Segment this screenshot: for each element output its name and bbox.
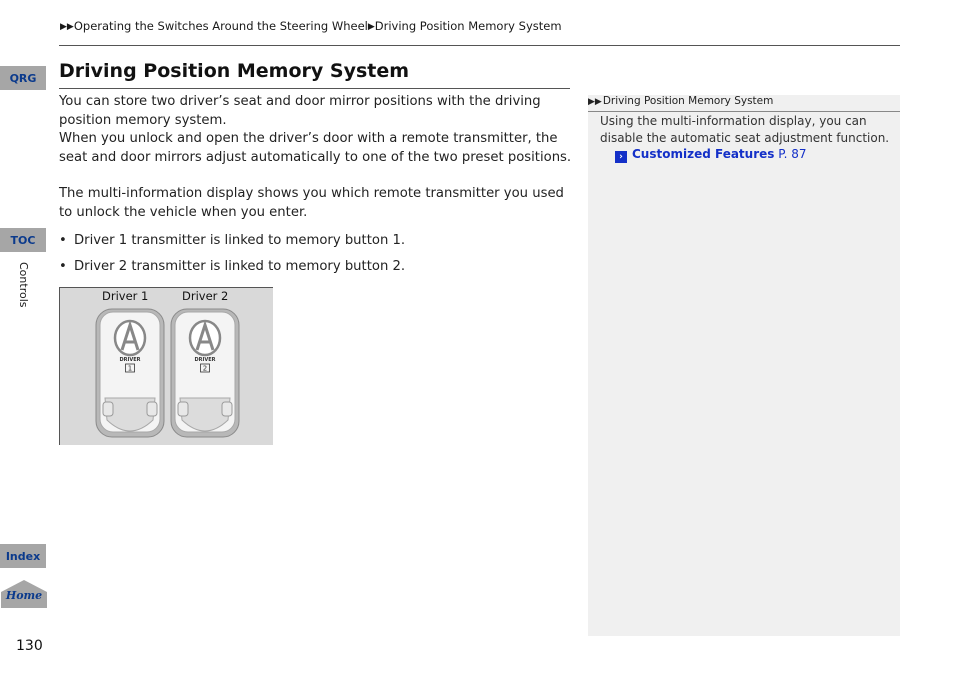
qrg-label: QRG [9, 71, 37, 85]
toc-button[interactable] [0, 228, 46, 252]
breadcrumb-item-switches[interactable]: Operating the Switches Around the Steering Wheel [73, 19, 368, 33]
intro-paragraph [59, 93, 574, 167]
index-button[interactable] [0, 544, 46, 568]
bullet-icon: • [59, 259, 67, 274]
note-marker-icon: ▶▶ [588, 97, 602, 107]
link-page[interactable]: P. 87 [778, 147, 807, 161]
home-button[interactable] [0, 579, 48, 609]
note-text: Using the multi-information display, you can disable the automatic seat adjustment function. [600, 114, 890, 145]
fob-number: 2 [202, 364, 208, 373]
transmitter-figure [59, 287, 273, 445]
qrg-button[interactable] [0, 66, 46, 90]
remote-transmitter-2 [170, 308, 240, 441]
customized-features-link[interactable] [615, 147, 807, 163]
page-number: 130 [16, 638, 43, 654]
arrow-icon: ▶ [367, 22, 375, 32]
fob-driver-text: DRIVER [194, 357, 216, 363]
list-item [59, 259, 405, 274]
double-arrow-icon: ▶▶ [60, 22, 74, 32]
list-item-text: Driver 2 transmitter is linked to memory button 2. [74, 259, 406, 274]
section-tab-label: Controls [17, 262, 30, 308]
figure-label-driver-2: Driver 2 [182, 289, 229, 303]
figure-label-driver-1: Driver 1 [102, 289, 149, 303]
toc-label: TOC [10, 233, 36, 247]
title-divider [59, 88, 570, 89]
intro-line-1: You can store two driver’s seat and door mirror positions with the driving position memory system. [59, 94, 541, 128]
home-label: Home [5, 589, 43, 602]
header-divider [59, 45, 900, 46]
list-item [59, 233, 405, 248]
note-sidebar [588, 95, 900, 636]
breadcrumb [60, 19, 562, 33]
page-title: Driving Position Memory System [59, 60, 410, 82]
display-paragraph: The multi-information display shows you which remote transmitter you used to unlock the vehicle when you enter. [59, 186, 564, 220]
remote-transmitter-1 [95, 308, 165, 441]
intro-line-2: When you unlock and open the driver’s door with a remote transmitter, the seat and door mirrors adjust automatically to one of the two preset positions. [59, 131, 572, 165]
breadcrumb-item-current: Driving Position Memory System [374, 19, 562, 33]
index-label: Index [5, 549, 41, 563]
note-heading [588, 95, 900, 112]
fob-driver-text: DRIVER [119, 357, 141, 363]
list-item-text: Driver 1 transmitter is linked to memory button 1. [74, 233, 406, 248]
link-label[interactable]: Customized Features [632, 147, 775, 161]
section-tab-controls [16, 262, 30, 322]
jump-arrow-icon: › [615, 151, 627, 163]
note-heading-text: Driving Position Memory System [602, 95, 774, 107]
bullet-icon: • [59, 233, 67, 248]
fob-number: 1 [127, 364, 133, 373]
